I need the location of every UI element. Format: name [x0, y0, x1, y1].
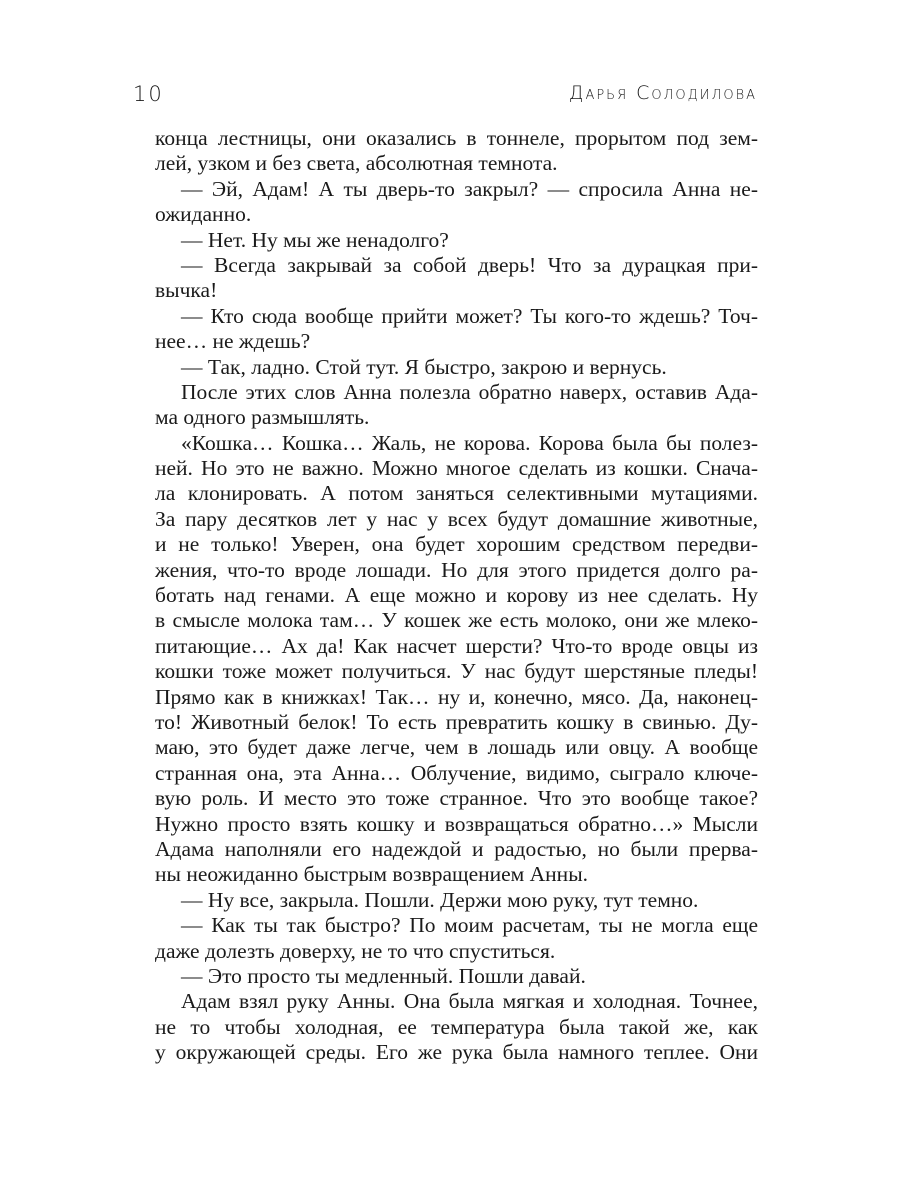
text-line: странная она, эта Анна… Облучение, видимо, сыграло ключе-	[155, 760, 758, 785]
text-line: ны неожиданно быстрым возвращением Анны.	[155, 862, 589, 887]
text-line: — Как ты так быстро? По моим расчетам, ты не могла еще	[181, 913, 758, 938]
text-line: — Кто сюда вообще прийти может? Ты кого-то ждешь? Точ-	[181, 303, 758, 328]
text-line: вую роль. И место это тоже странное. Что это вообще такое?	[155, 786, 758, 811]
text-line: Адам взял руку Анны. Она была мягкая и холодная. Точнее,	[181, 989, 758, 1014]
text-line: ботать над генами. А еще можно и корову из нее сделать. Ну	[155, 583, 758, 608]
text-line: вычка!	[155, 278, 218, 303]
text-line: не то чтобы холодная, ее температура была такой же, как	[155, 1014, 758, 1039]
text-line: — Ну все, закрыла. Пошли. Держи мою руку, тут темно.	[181, 887, 699, 912]
text-line: — Так, ладно. Стой тут. Я быстро, закрою и вернусь.	[181, 354, 667, 379]
text-line: маю, это будет даже легче, чем в лошадь или овцу. А вообще	[155, 735, 758, 760]
running-header	[133, 82, 757, 112]
text-line: «Кошка… Кошка… Жаль, не корова. Корова была бы полез-	[181, 430, 758, 455]
text-line: — Это просто ты медленный. Пошли давай.	[181, 963, 586, 988]
text-line: в смысле молока там… У кошек же есть молоко, они же млеко-	[155, 608, 758, 633]
text-line: кошки тоже может получиться. У нас будут шерстяные пледы!	[155, 659, 758, 684]
text-line: жения, что-то вроде лошади. Но для этого придется долго ра-	[155, 557, 758, 582]
text-line: ожиданно.	[155, 202, 252, 227]
text-line: ла клонировать. А потом заняться селективными мутациями.	[155, 481, 758, 506]
text-line: у окружающей среды. Его же рука была намного теплее. Они	[155, 1040, 758, 1065]
text-line: даже долезть доверху, не то что спуститься.	[155, 938, 556, 963]
text-line: ней. Но это не важно. Можно многое сделать из кошки. Снача-	[155, 456, 758, 481]
text-line: питающие… Ах да! Как насчет шерсти? Что-то вроде овцы из	[155, 633, 758, 658]
body-text	[155, 126, 758, 1065]
text-line: то! Животный белок! То есть превратить кошку в свинью. Ду-	[155, 709, 758, 734]
text-line: После этих слов Анна полезла обратно наверх, оставив Ада-	[181, 379, 758, 404]
text-line: и не только! Уверен, она будет хорошим средством передви-	[155, 532, 758, 557]
text-line: — Нет. Ну мы же ненадолго?	[181, 227, 449, 252]
text-line: конца лестницы, они оказались в тоннеле, прорытом под зем-	[155, 126, 758, 150]
text-line: — Эй, Адам! А ты дверь-то закрыл? — спросила Анна не-	[181, 176, 758, 201]
text-line: — Всегда закрывай за собой дверь! Что за дурацкая при-	[181, 252, 758, 277]
text-line: Адама наполняли его надеждой и радостью, но были прерва-	[155, 836, 758, 861]
text-line: За пару десятков лет у нас у всех будут домашние животные,	[155, 506, 758, 531]
page-number: 10	[133, 82, 164, 106]
text-line: лей, узком и без света, абсолютная темнота.	[155, 151, 558, 176]
text-line: Прямо как в книжках! Так… ну и, конечно, мясо. Да, наконец-	[155, 684, 758, 709]
text-line: ма одного размышлять.	[155, 405, 370, 430]
text-line: нее… не ждешь?	[155, 329, 311, 354]
text-line: Нужно просто взять кошку и возвращаться обратно…» Мысли	[155, 811, 758, 836]
author-name: Дарья Солодилова	[568, 82, 757, 104]
